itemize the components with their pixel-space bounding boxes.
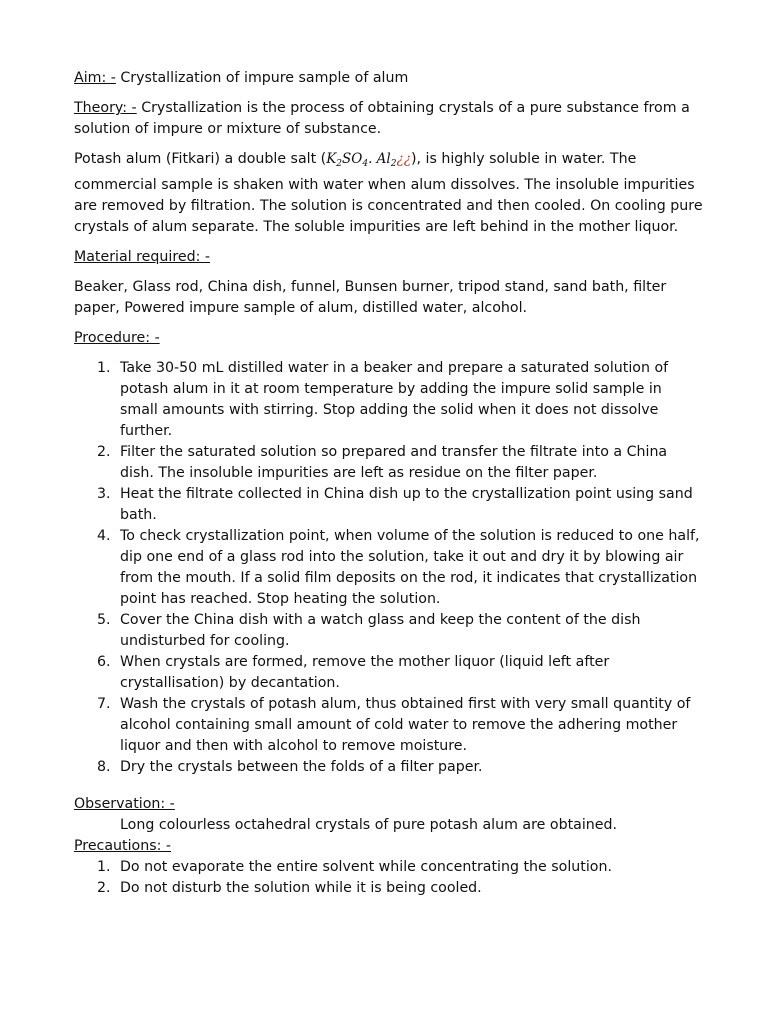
list-item-text: Take 30-50 mL distilled water in a beaker and prepare a saturated solution of potash alum in it at room temperature by adding the impure solid sample in small amounts with stirring. Stop adding the solid when it does not dissolve further. (120, 360, 669, 439)
list-item-number: 2. (97, 880, 111, 896)
list-item (74, 694, 704, 757)
aim-line (74, 68, 704, 89)
list-item-number: 1. (97, 859, 111, 875)
list-item-text: Do not disturb the solution while it is being cooled. (120, 880, 482, 896)
list-item-text: To check crystallization point, when volume of the solution is reduced to one half, dip one end of a glass rod into the solution, take it out and dry it by blowing air from the mouth. If a solid film deposits on the rod, it indicates that crystallization point has reached. Stop heating the solution. (120, 528, 700, 607)
formula-glyph: ¿¿ (396, 151, 411, 167)
list-item-text: Filter the saturated solution so prepared and transfer the filtrate into a China dish. The insoluble impurities are left as residue on the filter paper. (120, 444, 668, 481)
formula-so: SO (342, 151, 363, 167)
list-item-number: 7. (97, 696, 111, 712)
list-item-text: Cover the China dish with a watch glass and keep the content of the dish undisturbed for cooling. (120, 612, 641, 649)
list-item (74, 610, 704, 652)
procedure-heading (74, 328, 704, 349)
list-item-text: Wash the crystals of potash alum, thus obtained first with very small quantity of alcohol containing small amount of cold water to remove the adhering mother liquor and then with alcohol to remove moisture. (120, 696, 691, 754)
observation-label: Observation: - (74, 796, 175, 812)
list-item-number: 5. (97, 612, 111, 628)
list-item-number: 2. (97, 444, 111, 460)
formula-k: K (326, 151, 337, 167)
precautions-heading (74, 836, 704, 857)
list-item-number: 3. (97, 486, 111, 502)
formula-al-sub: 2 (390, 159, 397, 169)
material-label: Material required: - (74, 249, 210, 265)
potash-text-before: Potash alum (Fitkari) a double salt ( (74, 151, 327, 167)
material-list: Beaker, Glass rod, China dish, funnel, Bunsen burner, tripod stand, sand bath, filter paper, Powered impure sample of alum, distilled water, alcohol. (74, 279, 667, 316)
precautions-label: Precautions: - (74, 838, 172, 854)
formula-dot: . (368, 151, 377, 167)
potash-paragraph (74, 149, 704, 238)
procedure-list (74, 358, 704, 778)
alum-formula (326, 151, 411, 167)
list-item-number: 1. (97, 360, 111, 376)
list-item-number: 6. (97, 654, 111, 670)
list-item-text: When crystals are formed, remove the mother liquor (liquid left after crystallisation) by decantation. (120, 654, 610, 691)
theory-text: Crystallization is the process of obtaining crystals of a pure substance from a solution of impure or mixture of substance. (74, 100, 690, 137)
theory-paragraph (74, 98, 704, 140)
list-item (74, 358, 704, 442)
precautions-list (74, 857, 704, 899)
list-item (74, 526, 704, 610)
list-item (74, 757, 704, 778)
list-item-text: Dry the crystals between the folds of a filter paper. (120, 759, 483, 775)
formula-al: Al (376, 151, 391, 167)
theory-label: Theory: - (74, 100, 137, 116)
list-item (74, 857, 704, 878)
potash-text-after: ), is highly soluble in water. The commercial sample is shaken with water when alum dissolves. The insoluble impurities are removed by filtration. The solution is concentrated and then cooled. On cooling pure crystals of alum separate. The soluble impurities are left behind in the mother liquor. (74, 151, 703, 235)
list-item-number: 8. (97, 759, 111, 775)
list-item (74, 442, 704, 484)
procedure-label: Procedure: - (74, 330, 160, 346)
aim-text: Crystallization of impure sample of alum (115, 70, 409, 86)
list-item (74, 484, 704, 526)
observation-text: Long colourless octahedral crystals of pure potash alum are obtained. (120, 817, 618, 833)
list-item-text: Heat the filtrate collected in China dish up to the crystallization point using sand bath. (120, 486, 693, 523)
observation-heading (74, 794, 704, 815)
formula-k-sub: 2 (336, 159, 343, 169)
list-item (74, 878, 704, 899)
list-item-text: Do not evaporate the entire solvent while concentrating the solution. (120, 859, 612, 875)
material-heading (74, 247, 704, 268)
list-item-number: 4. (97, 528, 111, 544)
formula-so-sub: 4 (362, 159, 369, 169)
list-item (74, 652, 704, 694)
document-page (74, 68, 704, 915)
aim-label: Aim: - (74, 70, 116, 86)
